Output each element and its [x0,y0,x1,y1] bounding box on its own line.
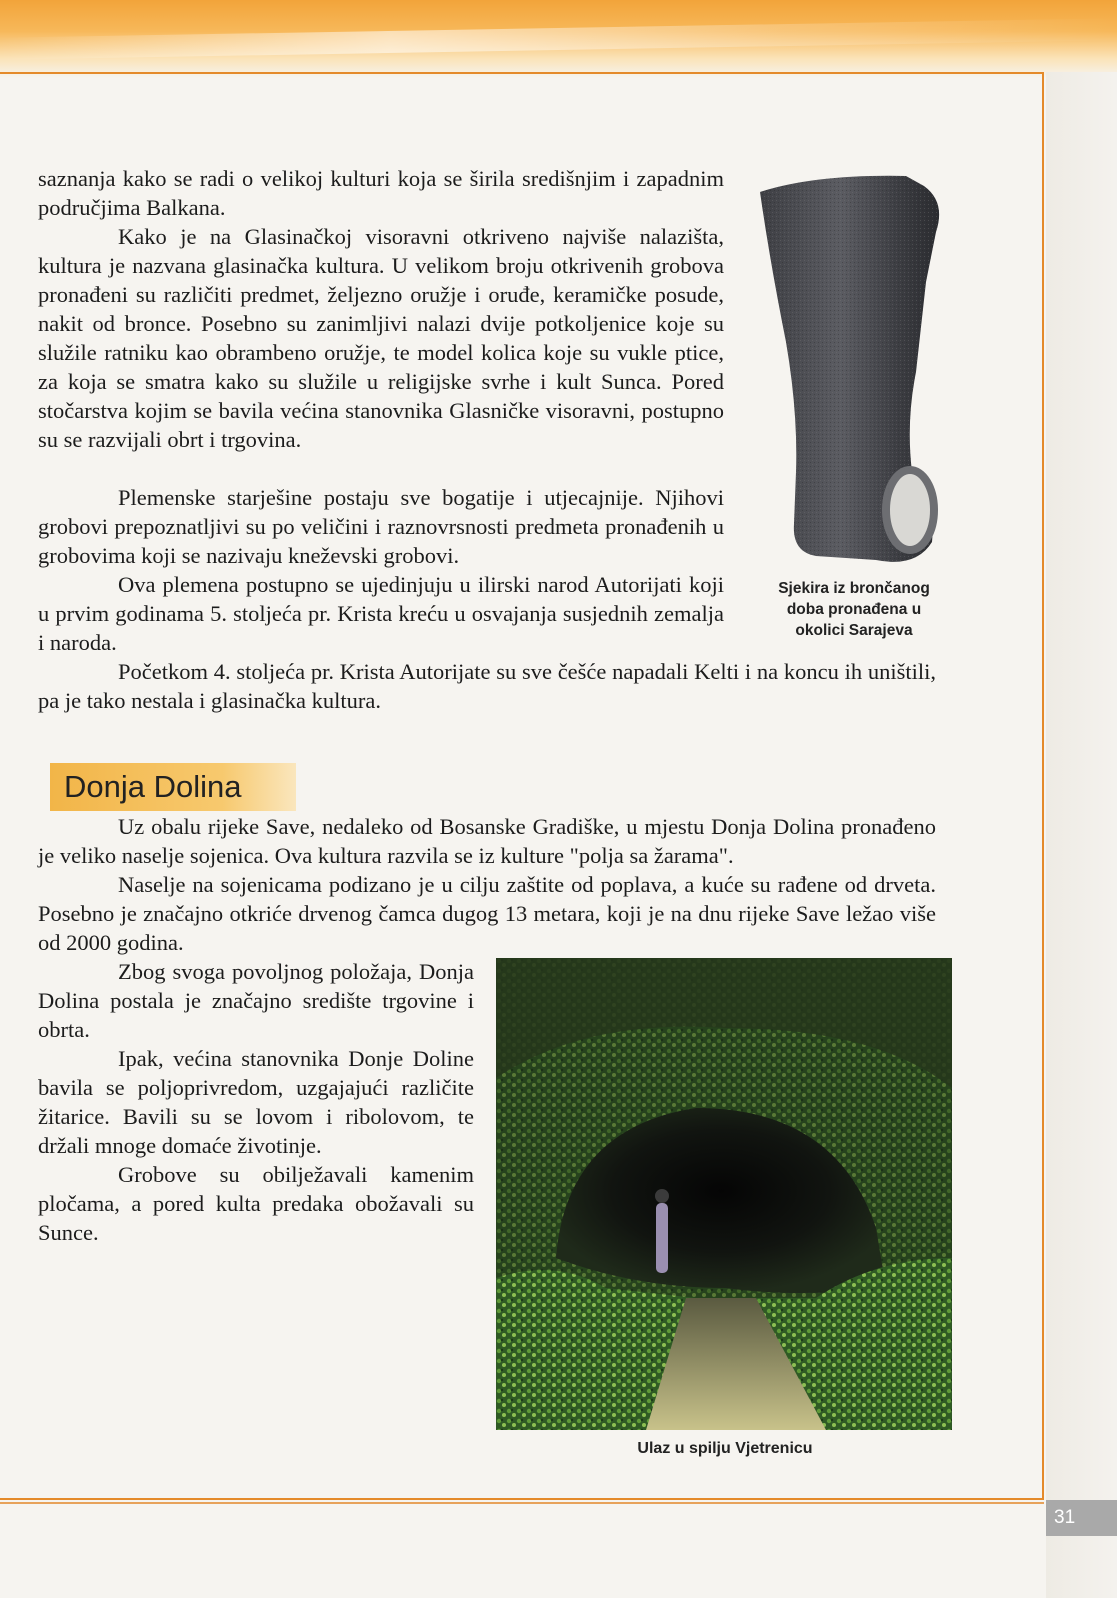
page-margin-strip [1046,72,1117,1598]
paragraph-graves: Grobove su obilježavali kamenim pločama, a pored kulta predaka obožavali su Sunce. [38,1162,474,1245]
section-heading: Donja Dolina [50,763,296,811]
axe-caption-line: okolici Sarajeva [795,622,913,639]
cave-caption: Ulaz u spilju Vjetrenicu [637,1440,813,1457]
axe-caption-line: doba pronađena u [786,601,922,618]
bronze-axe-image [756,172,952,570]
cave-photo [496,958,952,1430]
paragraph-glasinac: Kako je na Glasinačkoj visoravni otkriveno najviše nalazišta, kultura je nazvana glasinačka kultura. U velikom broju otkrivenih grobova pronađeni su različiti predmet, željezno oružje i oruđe, keramičke posude, nakit od bronce. Posebno su zanimljivi nalazi dvije potkoljenice koje su služile ratniku kao obrambeno oružje, te model kolica koje su vukle ptice, za koja se smatra kako su služile u religijske svrhe i kult Sunca. Pored stočarstva kojim se bavila većina stanovnika Glasničke visoravni, postupno su se razvijali obrt i trgovina. [38,224,724,452]
top-decorative-band [0,0,1117,78]
paragraph-trade: Zbog svoga povoljnog položaja, Donja Dolina postala je značajno središte trgovine i obrta. [38,959,474,1042]
axe-caption-line: Sjekira iz brončanog [778,580,930,597]
paragraph-kelti: Početkom 4. stoljeća pr. Krista Autorijate su sve češće napadali Kelti i na koncu ih uništili, pa je tako nestala i glasinačka kultura. [38,659,936,713]
axe-caption [744,578,964,641]
paragraph-chieftains: Plemenske starješine postaju sve bogatije i utjecajnije. Njihovi grobovi prepoznatljivi su po veličini i raznovrsnosti predmeta pronađenih u grobovima koji se nazivaju kneževski grobovi. [38,485,724,568]
bottom-rule [0,1502,1044,1504]
paragraph-sava: Uz obalu rijeke Save, nedaleko od Bosanske Gradiške, u mjestu Donja Dolina pronađeno je veliko naselje sojenica. Ova kultura razvila se iz kulture "polja sa žarama". [38,814,936,868]
paragraph-intro: saznanja kako se radi o velikoj kulturi koja se širila središnjim i zapadnim područjima Balkana. [38,166,724,220]
page-number: 31 [1046,1500,1117,1536]
paragraph-autorijati: Ova plemena postupno se ujedinjuju u ilirski narod Autorijati koji u prvim godinama 5. stoljeća pr. Krista kreću u osvajanja susjednih zemalja i naroda. [38,572,724,655]
paragraph-sojenice: Naselje na sojenicama podizano je u cilju zaštite od poplava, a kuće su rađene od drveta. Posebno je značajno otkriće drvenog čamca dugog 13 metara, koji je na dnu rijeke Save ležao više od 2000 godina. [38,872,936,955]
paragraph-agriculture: Ipak, većina stanovnika Donje Doline bavila se poljoprivredom, uzgajajući različite žitarice. Bavili su se lovom i ribolovom, te držali mnoge domaće životinje. [38,1046,474,1158]
